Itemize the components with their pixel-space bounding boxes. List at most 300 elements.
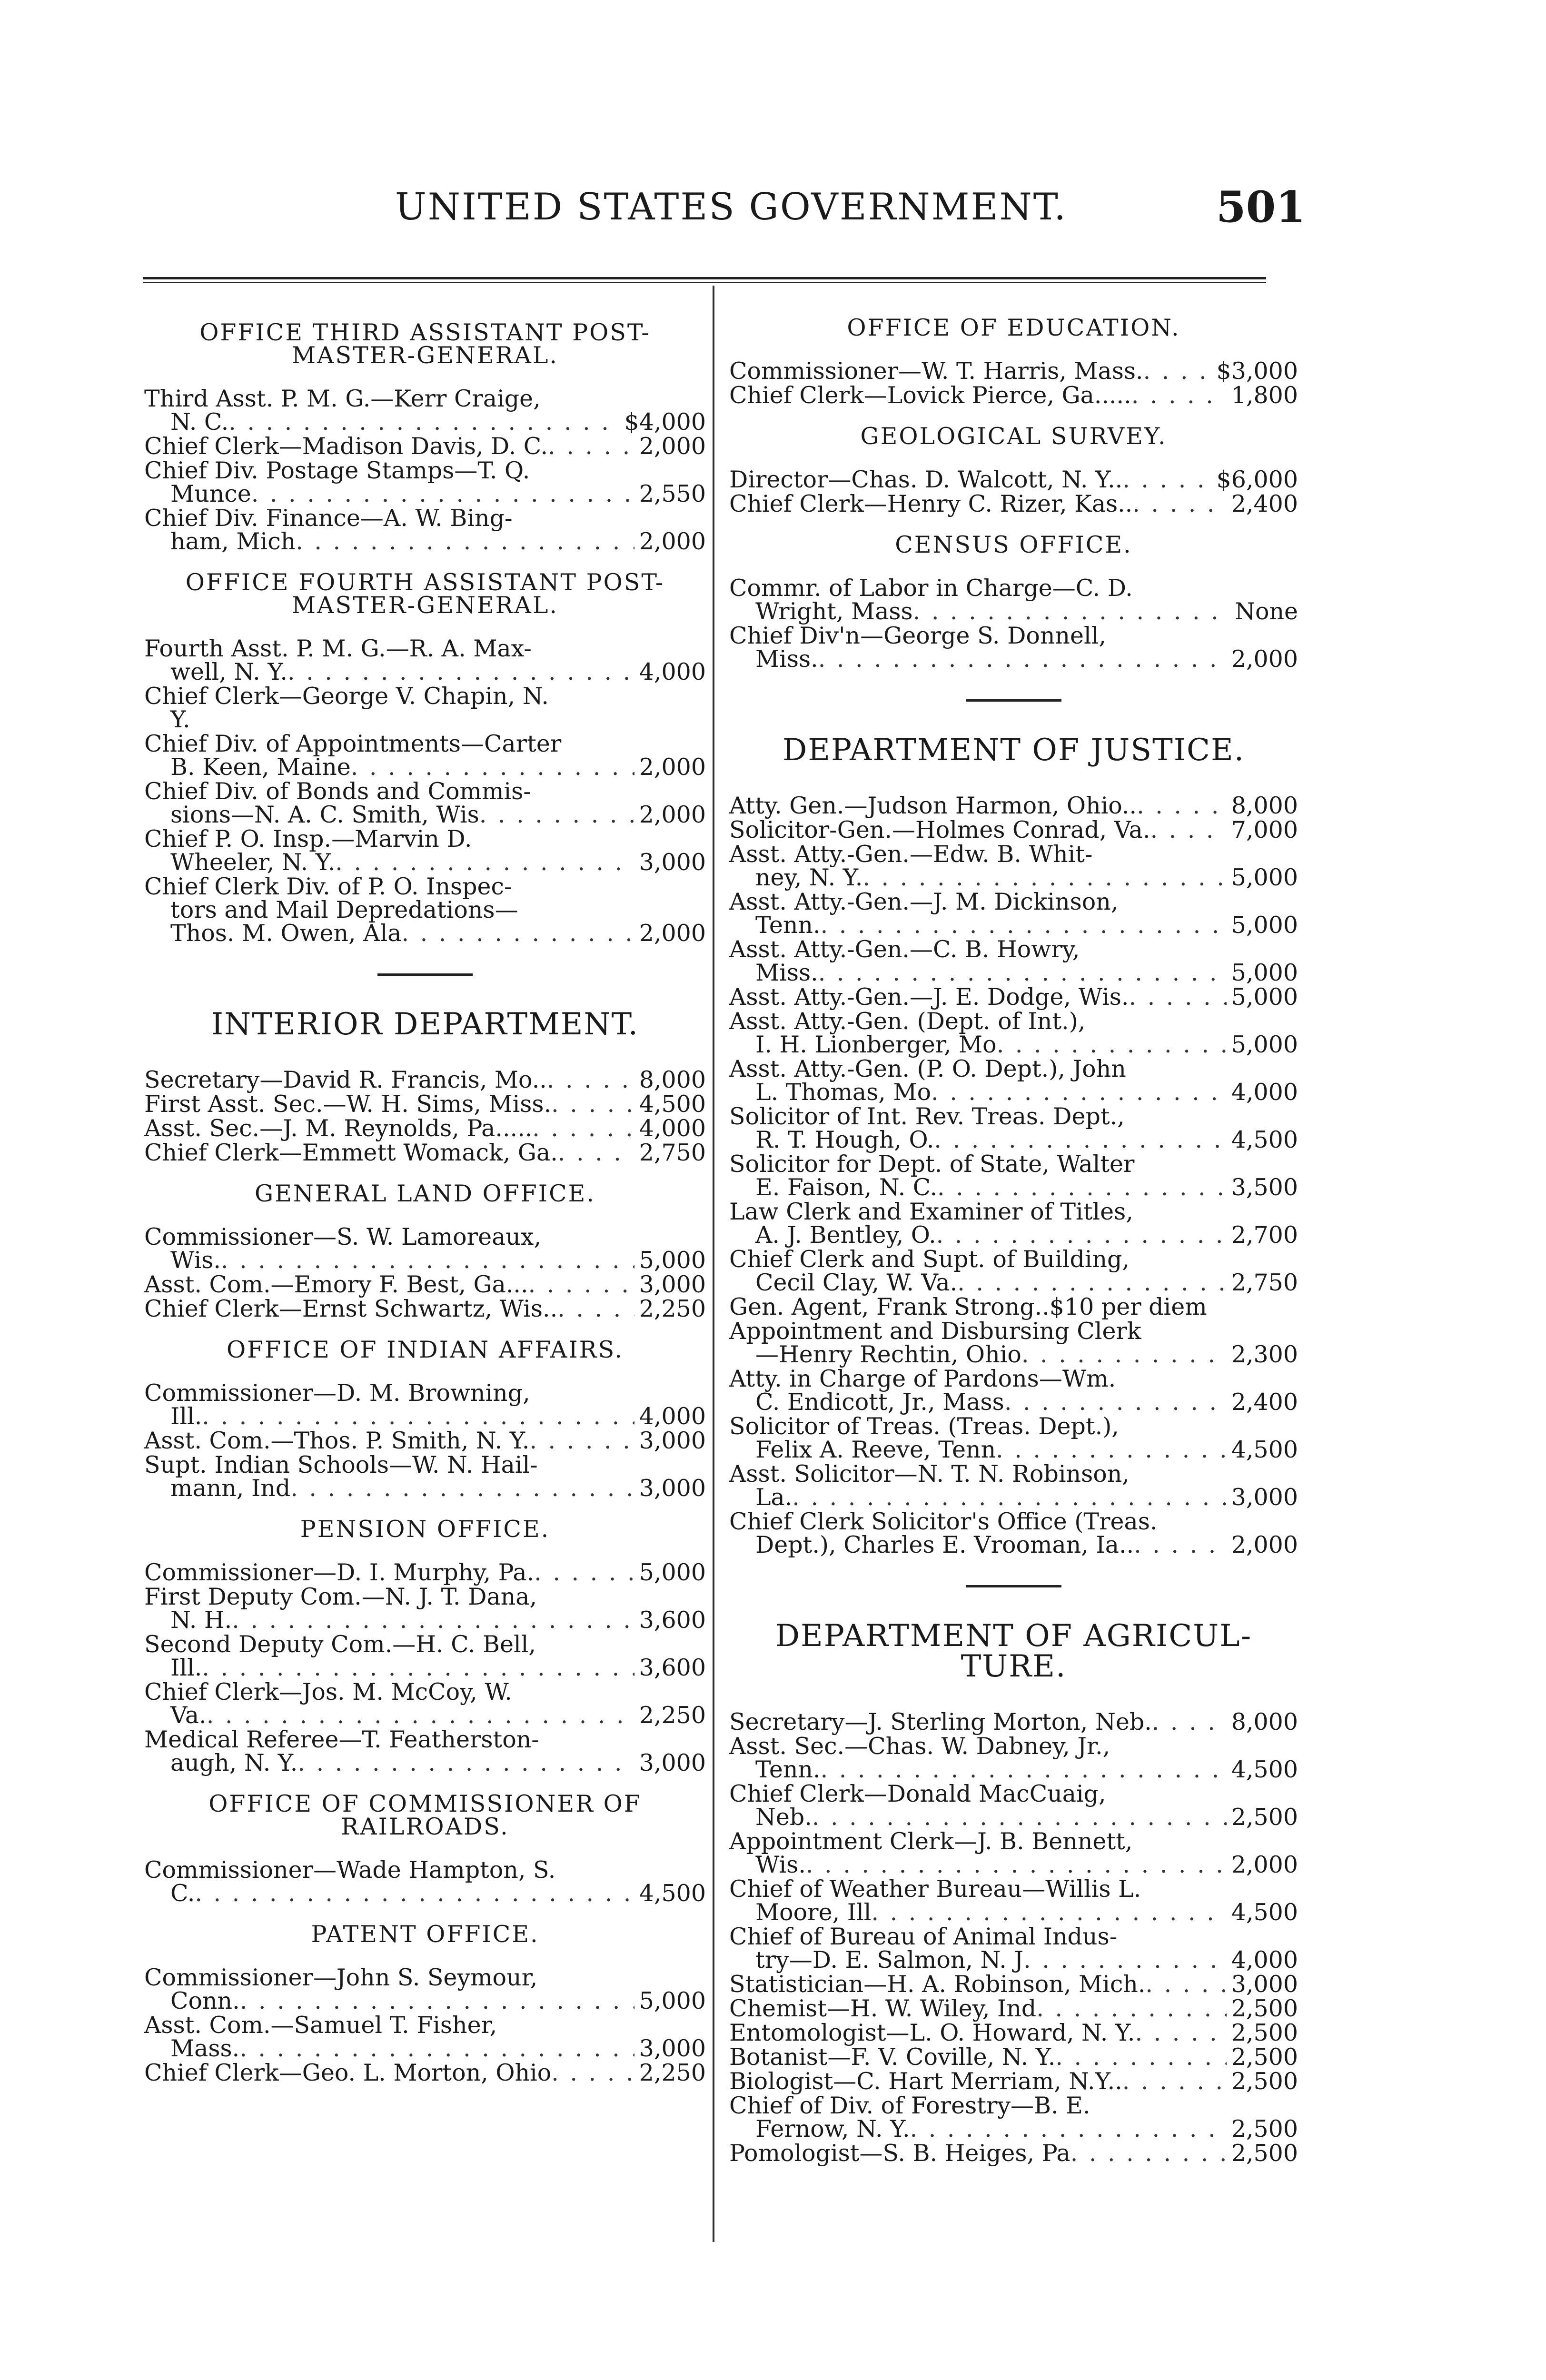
entry-text: Asst. Sec.—Chas. W. Dabney, Jr.,	[729, 1733, 1110, 1760]
dot-leader	[547, 1068, 634, 1091]
entry-line	[729, 1782, 1298, 1805]
personnel-entry	[729, 2094, 1298, 2141]
personnel-entry	[144, 732, 706, 779]
entry-line	[144, 1585, 706, 1608]
entry-line	[144, 482, 706, 506]
entry-line	[144, 506, 706, 530]
dot-leader	[1137, 794, 1227, 817]
salary-amount: 3,000	[639, 1749, 706, 1776]
section-rule	[377, 973, 473, 976]
personnel-entry	[144, 1381, 706, 1428]
salary-amount: 4,000	[639, 1403, 706, 1430]
entry-text: Chief Clerk—Ernst Schwartz, Wis..	[144, 1295, 558, 1322]
personnel-entry	[144, 1297, 706, 1320]
entry-text: Supt. Indian Schools—W. N. Hail-	[144, 1451, 538, 1478]
salary-amount: 2,000	[639, 801, 706, 828]
entry-line	[729, 576, 1298, 600]
salary-amount: 4,000	[639, 658, 706, 685]
dot-leader	[1122, 2070, 1227, 2093]
personnel-entry	[144, 1068, 706, 1091]
entry-line	[144, 898, 706, 922]
salary-amount: 2,500	[1231, 2068, 1298, 2095]
salary-amount: 2,000	[639, 754, 706, 781]
entry-text: Atty. in Charge of Pardons—Wm.	[729, 1365, 1116, 1392]
personnel-entry	[144, 506, 706, 553]
entry-text: Asst. Atty.-Gen. (P. O. Dept.), John	[729, 1055, 1126, 1082]
dot-leader	[818, 961, 1227, 984]
dot-leader	[1021, 1343, 1227, 1366]
entry-text: Conn.	[170, 1987, 240, 2014]
personnel-entry	[729, 843, 1298, 889]
entry-line	[729, 1877, 1298, 1901]
dot-leader	[931, 1081, 1227, 1104]
entry-line	[144, 1561, 706, 1584]
entry-line	[144, 530, 706, 553]
salary-amount: 3,000	[639, 1475, 706, 1502]
entry-text: Wright, Mass	[755, 598, 913, 625]
section-heading: OFFICE OF INDIAN AFFAIRS.	[227, 1336, 624, 1363]
personnel-entry	[144, 827, 706, 874]
entry-text: try—D. E. Salmon, N. J	[755, 1946, 1024, 1973]
dot-leader	[937, 1176, 1227, 1199]
salary-amount: 4,000	[639, 1115, 706, 1142]
entry-text: Felix A. Reeve, Tenn	[755, 1436, 996, 1463]
dot-leader	[792, 1486, 1226, 1509]
entry-line	[144, 1225, 706, 1249]
entry-line	[729, 2117, 1298, 2141]
section-heading: GENERAL LAND OFFICE.	[255, 1180, 595, 1207]
personnel-entry	[144, 1273, 706, 1296]
salary-amount: $3,000	[1216, 357, 1298, 385]
entry-text: Chief of Weather Bureau—Willis L.	[729, 1875, 1141, 1903]
dot-leader	[996, 1438, 1227, 1461]
entry-text: Commissioner—D. I. Murphy, Pa.	[144, 1559, 535, 1586]
entry-text: Fernow, N. Y.	[755, 2115, 910, 2142]
dot-leader	[296, 530, 634, 553]
dot-leader	[1150, 818, 1226, 842]
entry-line	[144, 1858, 706, 1882]
entry-text: Botanist—F. V. Coville, N. Y.	[729, 2043, 1056, 2071]
personnel-entry	[729, 938, 1298, 984]
entry-text: Wis.	[755, 1851, 806, 1878]
entry-line	[729, 1805, 1298, 1829]
dot-leader	[821, 1758, 1227, 1781]
entry-line	[729, 1343, 1298, 1366]
personnel-entry	[729, 1010, 1298, 1056]
entry-text: B. Keen, Maine	[170, 754, 351, 781]
personnel-entry	[144, 637, 706, 684]
dot-leader	[228, 410, 619, 434]
entry-line	[144, 1680, 706, 1704]
dot-leader	[202, 1656, 634, 1679]
salary-amount: 4,500	[639, 1880, 706, 1907]
entry-line	[729, 1415, 1298, 1438]
salary-amount: 3,000	[639, 2035, 706, 2062]
salary-amount: 2,500	[1231, 2019, 1298, 2046]
right-column	[729, 314, 1298, 2183]
entry-line	[729, 1223, 1298, 1247]
entry-text: Gen. Agent, Frank Strong..$10 per diem	[729, 1293, 1207, 1320]
personnel-entry	[729, 1510, 1298, 1557]
dot-leader	[532, 1117, 634, 1140]
personnel-entry	[729, 1462, 1298, 1509]
entry-text: Second Deputy Com.—H. C. Bell,	[144, 1631, 536, 1658]
dot-leader	[290, 1477, 634, 1500]
entry-text: Appointment Clerk—J. B. Bennett,	[729, 1828, 1133, 1855]
entry-text: Chief Div'n—George S. Donnell,	[729, 622, 1106, 649]
entry-text: Chief Clerk—Lovick Pierce, Ga.....	[729, 382, 1131, 409]
salary-amount: 3,600	[639, 1654, 706, 1681]
dot-leader	[1135, 2021, 1227, 2044]
entry-text: Chief Clerk—Jos. M. McCoy, W.	[144, 1678, 512, 1706]
personnel-entry	[729, 1152, 1298, 1199]
personnel-entry	[144, 1429, 706, 1452]
entry-line	[144, 803, 706, 826]
entry-text: Chief of Div. of Forestry—B. E.	[729, 2092, 1090, 2119]
entry-line	[729, 1901, 1298, 1924]
section-heading: OFFICE OF EDUCATION.	[847, 314, 1180, 341]
dot-leader	[401, 922, 634, 945]
entry-text: Entomologist—L. O. Howard, N. Y.	[729, 2019, 1135, 2046]
personnel-entry	[729, 985, 1298, 1009]
entry-line	[144, 1092, 706, 1116]
dot-leader	[287, 660, 634, 684]
salary-amount: 8,000	[1231, 792, 1298, 819]
dot-leader	[557, 1297, 634, 1320]
personnel-entry	[729, 1248, 1298, 1294]
entry-line	[144, 1728, 706, 1751]
personnel-entry	[144, 1117, 706, 1140]
entry-line	[144, 387, 706, 410]
salary-amount: 5,000	[1231, 983, 1298, 1011]
entry-text: L. Thomas, Mo	[755, 1079, 932, 1106]
entry-line	[729, 1271, 1298, 1294]
entry-text: La.	[755, 1484, 793, 1511]
personnel-entry	[729, 1415, 1298, 1461]
entry-text: mann, Ind	[170, 1475, 291, 1502]
entry-line	[729, 1081, 1298, 1104]
entry-text: Wis.	[170, 1247, 221, 1274]
entry-text: Chemist—H. W. Wiley, Ind	[729, 1995, 1037, 2022]
entry-line	[729, 938, 1298, 961]
personnel-entry	[729, 1367, 1298, 1414]
section-department-of-agriculture	[729, 1618, 1298, 2167]
entry-line	[144, 827, 706, 851]
dot-leader	[936, 1223, 1227, 1247]
salary-amount: 5,000	[639, 1559, 706, 1586]
entry-text: Secretary—J. Sterling Morton, Neb.	[729, 1708, 1152, 1735]
entry-text: C.	[170, 1880, 195, 1907]
page-title: UNITED STATES GOVERNMENT.	[395, 186, 1068, 228]
section-patent-office	[144, 1923, 706, 2084]
dot-leader	[1145, 1973, 1226, 1996]
salary-amount: 2,500	[1231, 2115, 1298, 2142]
entry-text: Pomologist—S. B. Heiges, Pa	[729, 2140, 1070, 2167]
entry-line	[729, 1176, 1298, 1199]
salary-amount: $4,000	[624, 408, 706, 436]
dot-leader	[1023, 1948, 1227, 1972]
personnel-entry	[144, 1680, 706, 1727]
department-title: INTERIOR DEPARTMENT.	[211, 1007, 639, 1042]
entry-text: Chief Clerk—Henry C. Rizer, Kas..	[729, 490, 1133, 517]
personnel-entry	[144, 1141, 706, 1164]
salary-amount: 2,000	[639, 528, 706, 555]
entry-text: Tenn.	[755, 912, 821, 939]
entry-line	[729, 384, 1298, 407]
entry-line	[729, 1367, 1298, 1390]
personnel-entry	[144, 1561, 706, 1584]
salary-amount: 2,000	[1231, 1531, 1298, 1558]
entry-text: Ill.	[170, 1403, 202, 1430]
personnel-entry	[729, 890, 1298, 937]
entry-text: Solicitor of Treas. (Treas. Dept.),	[729, 1413, 1119, 1440]
running-head	[0, 182, 1546, 238]
salary-amount: 2,300	[1231, 1341, 1298, 1368]
entry-text: Chief Clerk Div. of P. O. Inspec-	[144, 873, 512, 900]
entry-text: Chief Clerk—George V. Chapin, N.	[144, 683, 549, 710]
salary-amount: 4,000	[1231, 1946, 1298, 1973]
entry-text: Tenn.	[755, 1756, 821, 1783]
entry-line	[144, 732, 706, 755]
entry-line	[144, 1117, 706, 1140]
salary-amount: 4,500	[1231, 1436, 1298, 1463]
dot-leader	[548, 435, 634, 458]
personnel-entry	[729, 1830, 1298, 1876]
salary-amount: 3,000	[1231, 1484, 1298, 1511]
entry-line	[144, 1882, 706, 1905]
dot-leader	[821, 913, 1227, 937]
personnel-entry	[729, 1877, 1298, 1924]
entry-text: Third Asst. P. M. G.—Kerr Craige,	[144, 385, 541, 412]
salary-amount: 3,600	[639, 1606, 706, 1634]
entry-text: Solicitor-Gen.—Holmes Conrad, Va.	[729, 816, 1150, 843]
dot-leader	[1132, 492, 1226, 516]
entry-line	[729, 961, 1298, 984]
entry-line	[729, 1152, 1298, 1176]
entry-line	[729, 794, 1298, 817]
entry-line	[729, 1735, 1298, 1758]
entry-text: Chief Clerk Solicitor's Office (Treas.	[729, 1508, 1158, 1535]
entry-text: R. T. Hough, O.	[755, 1126, 934, 1153]
dot-leader	[551, 1092, 634, 1116]
entry-text: ney, N. Y.	[755, 864, 863, 891]
dot-leader	[1055, 2045, 1226, 2069]
entry-text: Chief Div. Finance—A. W. Bing-	[144, 505, 513, 532]
personnel-entry	[729, 1105, 1298, 1151]
salary-amount: 4,500	[1231, 1899, 1298, 1926]
salary-amount: 2,500	[1231, 2140, 1298, 2167]
entry-line	[144, 1429, 706, 1452]
entry-line	[729, 492, 1298, 516]
entry-text: Moore, Ill	[755, 1899, 872, 1926]
section-education	[729, 314, 1298, 409]
section-heading: OFFICE OF COMMISSIONER OF RAILROADS.	[208, 1790, 642, 1840]
entry-text: —Henry Rechtin, Ohio	[755, 1341, 1021, 1368]
salary-amount: 5,000	[639, 1247, 706, 1274]
entry-text: Medical Referee—T. Featherston-	[144, 1726, 539, 1753]
entry-line	[729, 2142, 1298, 2165]
entry-line	[144, 1297, 706, 1320]
dot-leader	[957, 1271, 1227, 1294]
dot-leader	[1131, 384, 1227, 407]
entry-text: Asst. Solicitor—N. T. N. Robinson,	[729, 1460, 1130, 1488]
entry-line	[729, 600, 1298, 623]
entry-text: Munce	[170, 480, 251, 507]
entry-line	[144, 755, 706, 779]
dot-leader	[1122, 468, 1211, 491]
entry-text: augh, N. Y.	[170, 1749, 298, 1776]
salary-amount: 2,400	[1231, 490, 1298, 517]
entry-text: Chief Clerk and Supt. of Building,	[729, 1246, 1130, 1273]
dot-leader	[207, 1704, 634, 1727]
salary-amount: 5,000	[1231, 1031, 1298, 1058]
dot-leader	[479, 803, 634, 826]
salary-amount: 2,000	[1231, 1851, 1298, 1878]
salary-amount: 2,000	[639, 920, 706, 947]
personnel-entry	[729, 2070, 1298, 2093]
dot-leader	[195, 1882, 634, 1905]
entry-line	[729, 1486, 1298, 1509]
salary-amount: 2,000	[1231, 645, 1298, 673]
entry-line	[144, 1453, 706, 1477]
entry-text: Law Clerk and Examiner of Titles,	[729, 1198, 1133, 1225]
entry-text: Statistician—H. A. Robinson, Mich.	[729, 1971, 1146, 1998]
section-general-land-office	[144, 1182, 706, 1320]
entry-line	[144, 1405, 706, 1428]
entry-text: Y.	[170, 706, 190, 733]
dot-leader	[997, 1033, 1227, 1056]
entry-text: Biologist—C. Hart Merriam, N.Y..	[729, 2068, 1122, 2095]
entry-line	[729, 1390, 1298, 1414]
entry-line	[729, 2070, 1298, 2093]
entry-text: First Asst. Sec.—W. H. Sims, Miss.	[144, 1091, 552, 1118]
entry-text: Asst. Com.—Emory F. Best, Ga...	[144, 1271, 528, 1298]
entry-line	[144, 660, 706, 684]
entry-line	[729, 2045, 1298, 2069]
dot-leader	[239, 2037, 634, 2060]
entry-text: Chief Clerk—Donald MacCuaig,	[729, 1780, 1106, 1807]
entry-line	[729, 1830, 1298, 1853]
entry-text: Commissioner—D. M. Browning,	[144, 1379, 530, 1407]
entry-text: Ill.	[170, 1654, 202, 1681]
entry-text: Miss.	[755, 959, 818, 986]
salary-amount: 5,000	[1231, 959, 1298, 986]
entry-line	[144, 780, 706, 803]
dot-leader	[818, 647, 1227, 671]
personnel-entry	[729, 794, 1298, 817]
entry-line	[144, 708, 706, 731]
entry-text: Cecil Clay, W. Va.	[755, 1269, 958, 1296]
dot-leader	[871, 1901, 1226, 1924]
salary-amount: 2,250	[639, 1295, 706, 1322]
personnel-entry	[144, 459, 706, 506]
entry-line	[729, 913, 1298, 937]
entry-text: Asst. Atty.-Gen.—Edw. B. Whit-	[729, 841, 1093, 868]
dot-leader	[934, 1128, 1226, 1151]
dot-leader	[351, 755, 634, 779]
entry-line	[144, 459, 706, 482]
entry-line	[729, 1997, 1298, 2020]
entry-line	[144, 435, 706, 458]
entry-text: Secretary—David R. Francis, Mo..	[144, 1066, 547, 1093]
personnel-entry	[144, 684, 706, 731]
entry-line	[729, 1319, 1298, 1343]
page-number: 501	[1216, 182, 1306, 232]
entry-line	[729, 843, 1298, 866]
entry-line	[144, 1477, 706, 1500]
personnel-entry	[144, 1092, 706, 1116]
entry-line	[144, 1273, 706, 1296]
entry-line	[729, 890, 1298, 913]
section-third-asst-postmaster	[144, 321, 706, 553]
dot-leader	[240, 1989, 634, 2013]
entry-line	[144, 2013, 706, 2037]
personnel-entry	[144, 435, 706, 458]
dot-leader	[1070, 2142, 1227, 2165]
entry-text: well, N. Y.	[170, 658, 287, 685]
salary-amount: 2,250	[639, 1702, 706, 1729]
personnel-entry	[729, 2142, 1298, 2165]
personnel-entry	[144, 875, 706, 945]
entry-line	[729, 1973, 1298, 1996]
entry-line	[729, 1200, 1298, 1223]
left-column	[144, 321, 706, 2102]
entry-line	[144, 637, 706, 660]
entry-text: Dept.), Charles E. Vrooman, Ia..	[755, 1531, 1134, 1558]
salary-amount: 8,000	[1231, 1708, 1298, 1735]
entry-text: A. J. Bentley, O.	[755, 1221, 936, 1249]
dot-leader	[812, 1805, 1227, 1829]
personnel-entry	[144, 1453, 706, 1500]
entry-text: Mass.	[170, 2035, 240, 2062]
entry-line	[729, 1438, 1298, 1461]
entry-line	[729, 1295, 1298, 1319]
salary-amount: 3,000	[1231, 1971, 1298, 1998]
dot-leader	[221, 1249, 634, 1272]
personnel-entry	[729, 1973, 1298, 1996]
entry-line	[729, 1248, 1298, 1271]
salary-amount: 2,750	[639, 1139, 706, 1166]
personnel-entry	[729, 576, 1298, 623]
dot-leader	[297, 1751, 634, 1775]
entry-text: Solicitor of Int. Rev. Treas. Dept.,	[729, 1103, 1125, 1130]
section-rule	[966, 699, 1061, 702]
salary-amount: 4,000	[1231, 1079, 1298, 1106]
salary-amount: 2,550	[639, 480, 706, 507]
entry-text: Fourth Asst. P. M. G.—R. A. Max-	[144, 635, 532, 662]
salary-amount: 3,000	[639, 849, 706, 876]
entry-line	[144, 410, 706, 434]
entry-line	[729, 1758, 1298, 1781]
entry-text: Appointment and Disbursing Clerk	[729, 1318, 1141, 1345]
entry-line	[729, 1033, 1298, 1056]
entry-line	[729, 1462, 1298, 1486]
dot-leader	[534, 1561, 634, 1584]
dot-leader	[910, 2117, 1227, 2141]
entry-line	[144, 1068, 706, 1091]
entry-line	[144, 1704, 706, 1727]
salary-amount: 8,000	[639, 1066, 706, 1093]
salary-amount: $6,000	[1216, 466, 1298, 493]
dot-leader	[232, 1608, 634, 1632]
salary-amount: 3,500	[1231, 1174, 1298, 1201]
entry-line	[144, 1249, 706, 1272]
section-indian-affairs	[144, 1336, 706, 1502]
personnel-entry	[729, 1997, 1298, 2020]
salary-amount: 1,800	[1231, 382, 1298, 409]
section-rule	[966, 1585, 1061, 1587]
entry-line	[729, 818, 1298, 842]
